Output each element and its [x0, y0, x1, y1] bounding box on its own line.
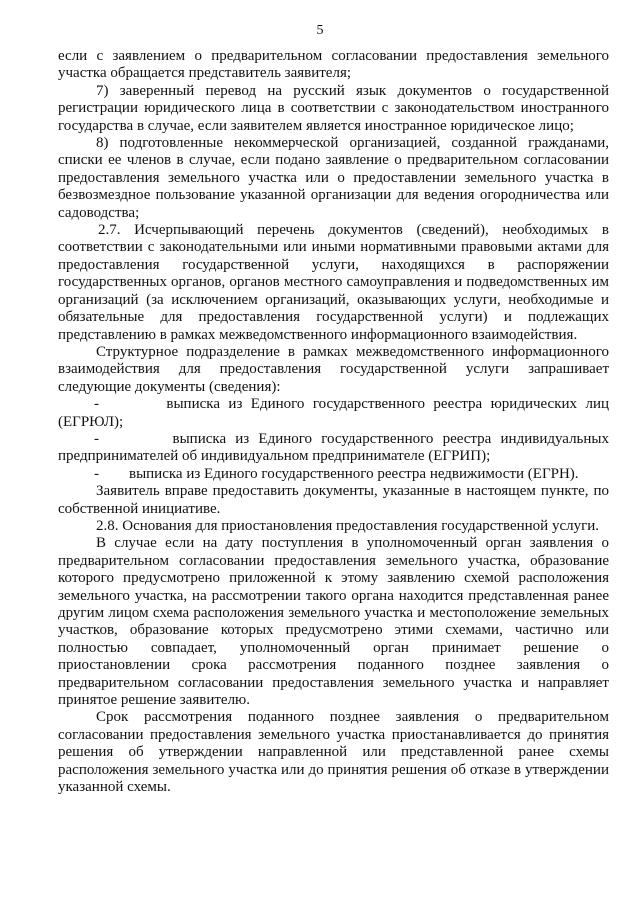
paragraph-item-8: 8) подготовленные некоммерческой организацией, созданной гражданами, списки ее членов в случае, если подано заявление о предварительном согласовании предоставления земельного участка или о предоставлении земельного участка в безвозмездное пользование указанной организации для ведения огородничества или садоводства;: [58, 135, 609, 221]
paragraph-section-2-7: 2.7. Исчерпывающий перечень документов (сведений), необходимых в соответствии с законодательными или иными нормативными правовыми актами для предоставления государственной услуги, находящихся в распоряжении государственных органов, органов местного самоуправления и подведомственных им организаций (за исключением организаций, оказывающих услуги, необходимые и обязательные для предоставления государственной услуги) и подлежащих представлению в рамках межведомственного информационного взаимодействия.: [58, 222, 609, 343]
list-item-egrip: - выписка из Единого государственного реестра индивидуальных предпринимателей об индивидуальном предпринимателе (ЕГРИП);: [58, 430, 613, 465]
document-body: [58, 48, 613, 796]
paragraph-item-7: 7) заверенный перевод на русский язык документов о государственной регистрации юридического лица в соответствии с законодательством иностранного государства в случае, если заявителем является иностранное юридическое лицо;: [58, 82, 609, 134]
list-item-egrul: - выписка из Единого государственного реестра юридических лиц (ЕГРЮЛ);: [58, 396, 613, 430]
paragraph-continuation: если с заявлением о предварительном согласовании предоставления земельного участка обращается представитель заявителя;: [58, 48, 609, 82]
paragraph-structural-unit: Структурное подразделение в рамках межведомственного информационного взаимодействия для предоставления государственной услуги запрашивает следующие документы (сведения):: [58, 343, 609, 395]
paragraph-section-2-8: 2.8. Основания для приостановления предоставления государственной услуги.: [96, 517, 600, 534]
page-number: 5: [316, 23, 324, 38]
paragraph-suspension-case: В случае если на дату поступления в уполномоченный орган заявления о предварительном согласовании предоставления земельного участка, образование которого предусмотрено приложенной к этому заявлению схемой расположения земельного участка, на рассмотрении такого органа находится представленная ранее другим лицом схема расположения земельного участка и местоположение земельных участков, образование которых предусмотрено этими схемами, частично или полностью совпадает, уполномоченный орган принимает решение о приостановлении срока рассмотрения поданного позднее заявления о предварительном согласовании предоставления земельного участка и направляет принятое решение заявителю.: [58, 535, 609, 709]
list-item-egrn: - выписка из Единого государственного реестра недвижимости (ЕГРН).: [94, 465, 579, 482]
paragraph-suspension-term: Срок рассмотрения поданного позднее заявления о предварительном согласовании предоставления земельного участка приостанавливается до принятия решения об утверждении направленной или представленной ранее схемы расположения земельного участка или до принятия решения об отказе в утверждении указанной схемы.: [58, 709, 609, 796]
paragraph-applicant-right: Заявитель вправе предоставить документы, указанные в настоящем пункте, по собственной инициативе.: [58, 483, 609, 517]
